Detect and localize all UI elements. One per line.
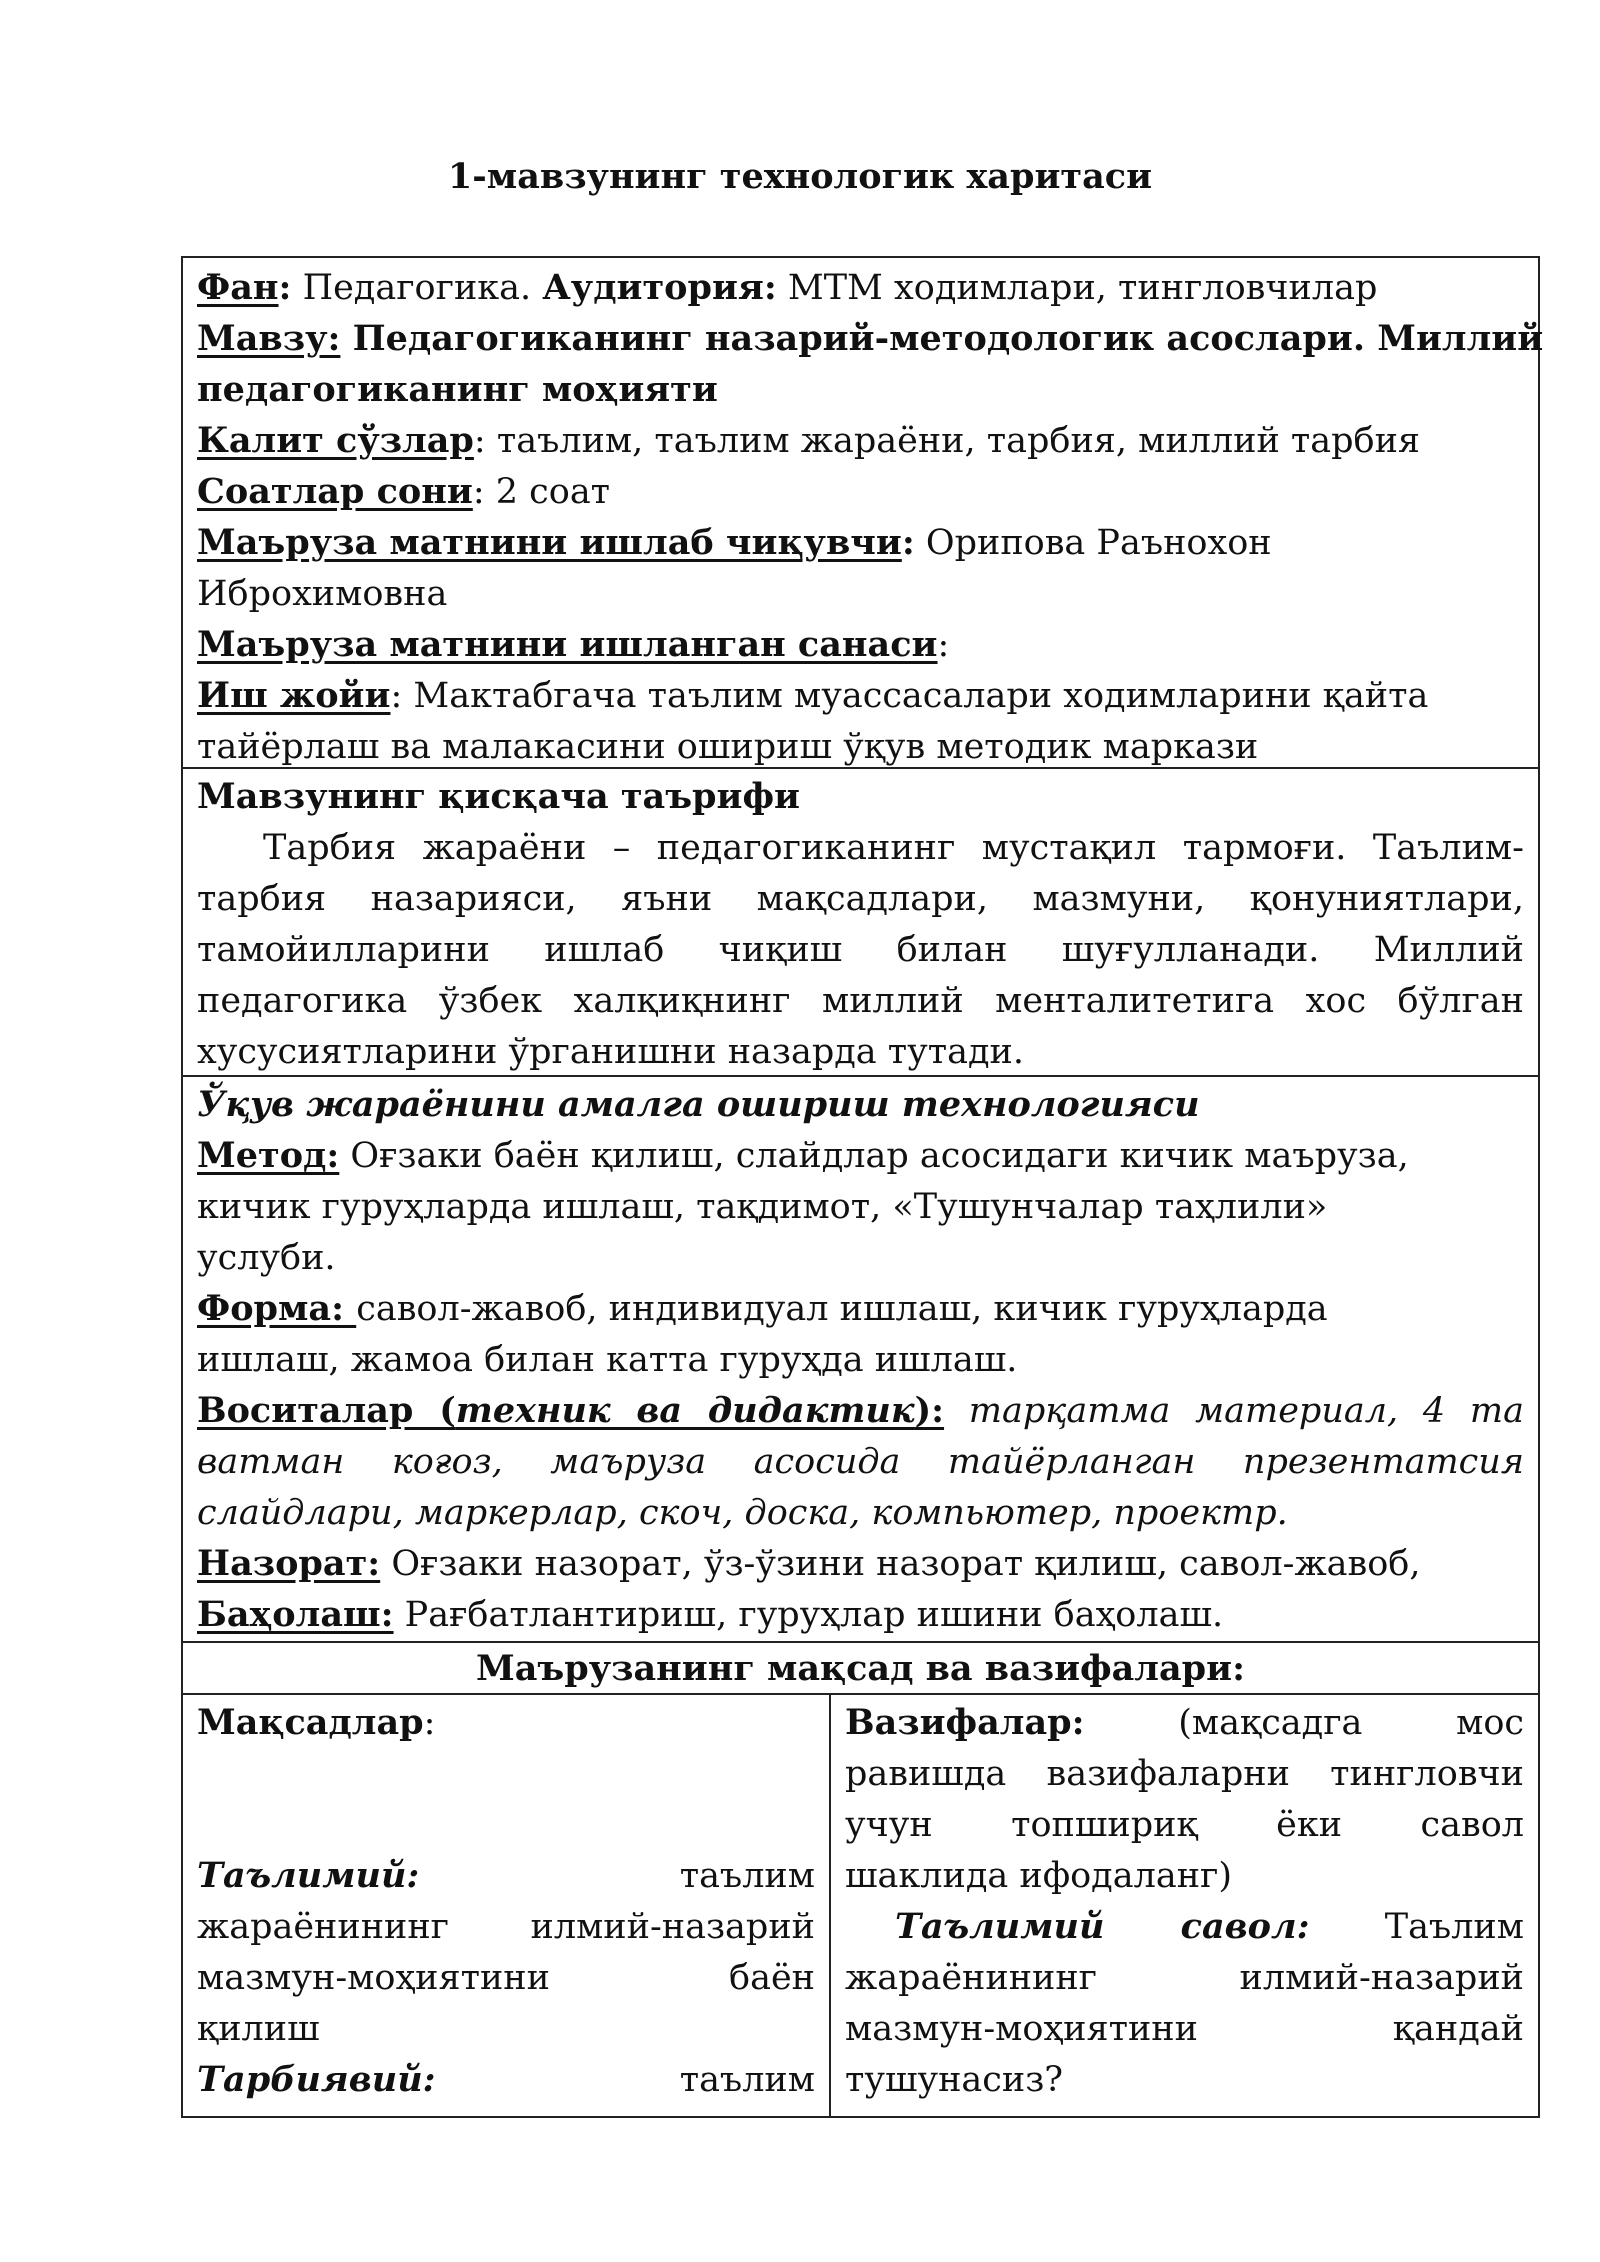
summary-line: тамойилларини ишлаб чиқиш билан шуғулланади. Миллий xyxy=(197,930,1524,970)
info-cell xyxy=(183,258,1544,769)
hours-line xyxy=(197,466,1524,518)
form-value: савол-жавоб, индивидуал ишлаш, кичик гуруҳларда xyxy=(356,1289,1328,1329)
topic-line xyxy=(197,313,1544,365)
grading-line xyxy=(197,1589,1524,1641)
summary-line: хусусиятларини ўрганишни назарда тутади. xyxy=(197,1032,1024,1072)
summary-cell xyxy=(183,769,1538,1077)
method-value: Оғзаки баён қилиш, слайдлар асосидаги кичик маъруза, xyxy=(339,1136,1409,1176)
topic-line-2: педагогиканинг моҳияти xyxy=(197,369,718,410)
tasks-line-3: учун топшириқ ёки савол xyxy=(845,1805,1524,1845)
keywords-line xyxy=(197,415,1524,467)
tasks-line-2: равишда вазифаларни тингловчи xyxy=(845,1754,1524,1794)
tasks-label: Вазифалар: xyxy=(845,1702,1085,1743)
control-line xyxy=(197,1538,1524,1590)
summary-heading: Мавзунинг қисқача таърифи xyxy=(197,776,800,817)
summary-line: Тарбия жараёни – педагогиканинг мустақил тармоғи. Таълим- xyxy=(263,828,1524,868)
audience-value: МТМ ходимлари, тингловчилар xyxy=(776,268,1378,308)
tools-value: тарқатма материал, 4 та xyxy=(944,1391,1524,1431)
hours-label: Соатлар сони xyxy=(197,471,473,512)
subject-label: Фан xyxy=(197,267,279,308)
form-label: Форма: xyxy=(197,1288,357,1329)
technology-heading: Ўқув жараёнини амалга ошириш технологияси xyxy=(197,1084,1200,1125)
method-line-3: услуби. xyxy=(197,1238,336,1278)
workplace-value: : Мактабгача таълим муассасалари ходимларини қайта xyxy=(390,676,1429,716)
goals-header: Маърузанинг мақсад ва вазифалари: xyxy=(475,1648,1246,1689)
topic-value: Педагогиканинг назарий-методологик асослари. Миллий xyxy=(352,318,1544,359)
tools-line xyxy=(197,1385,1524,1437)
form-line xyxy=(197,1283,1524,1335)
upbringing-goal-label: Тарбиявий: xyxy=(197,2059,436,2100)
tools-line-3: слайдлари, маркерлар, скоч, доска, компьютер, проектр. xyxy=(197,1493,1288,1533)
subject-line: Фан: Педагогика. Аудитория: МТМ ходимлари, тингловчилар xyxy=(197,267,1378,308)
tools-label: Воситалар (техник ва дидактик): xyxy=(197,1390,945,1431)
tasks-right-column xyxy=(831,1695,1538,2116)
hours-value: : 2 соат xyxy=(472,472,611,512)
workplace-line-2: тайёрлаш ва малакасини ошириш ўқув методик маркази xyxy=(197,727,1259,767)
tasks-line-4: шаклида ифодаланг) xyxy=(845,1856,1233,1896)
author-line-2: Иброхимовна xyxy=(197,574,448,614)
question-line: Таълимий савол: Таълим xyxy=(895,1906,1524,1947)
goals-label: Мақсадлар xyxy=(197,1702,424,1743)
form-line-2: ишлаш, жамоа билан катта гуруҳда ишлаш. xyxy=(197,1340,1018,1380)
grading-label: Баҳолаш: xyxy=(197,1594,394,1635)
goals-cell xyxy=(183,1695,1538,2116)
topic-label: Мавзу: xyxy=(197,318,341,359)
page-title: 1-мавзунинг технологик харитаси xyxy=(447,156,1153,197)
date-line: Маъруза матнини ишланган санаси: xyxy=(197,624,950,665)
keywords-value: : таълим, таълим жараёни, тарбия, миллий тарбия xyxy=(473,421,1421,461)
educational-goal-line: Таълимий: таълим xyxy=(197,1855,815,1896)
method-label: Метод: xyxy=(197,1135,340,1176)
author-line: Маъруза матнини ишлаб чиқувчи: Орипова Раънохон xyxy=(197,522,1272,563)
workplace-label: Иш жойи xyxy=(197,675,391,716)
goals-left-column xyxy=(183,1695,831,2116)
goals-label-line: Мақсадлар: xyxy=(197,1702,436,1743)
question-line-4: тушунасиз? xyxy=(845,2060,1064,2100)
technology-cell xyxy=(183,1077,1538,1643)
tools-line-2: ватман коғоз, маъруза асосида тайёрланган презентатсия xyxy=(197,1442,1524,1482)
grading-value: Рағбатлантириш, гуруҳлар ишини баҳолаш. xyxy=(393,1595,1224,1635)
keywords-label: Калит сўзлар xyxy=(197,420,474,461)
subject-value: Педагогика. xyxy=(291,268,543,308)
question-label: Таълимий савол: xyxy=(895,1906,1310,1947)
tasks-line: Вазифалар: (мақсадга мос xyxy=(845,1702,1524,1743)
control-value: Оғзаки назорат, ўз-ўзини назорат қилиш, савол-жавоб, xyxy=(380,1544,1421,1584)
question-line-3: мазмун-моҳиятини қандай xyxy=(845,2009,1524,2049)
technology-map-table xyxy=(181,256,1544,2118)
workplace-line xyxy=(197,670,1524,722)
educational-goal-line-2: жараёнининг илмий-назарий xyxy=(197,1907,815,1947)
educational-goal-line-4: қилиш xyxy=(197,2009,320,2049)
author-label: Маъруза матнини ишлаб чиқувчи xyxy=(197,522,902,563)
audience-label: Аудитория: xyxy=(542,267,777,308)
question-line-2: жараёнининг илмий-назарий xyxy=(845,1958,1524,1998)
date-label: Маъруза матнини ишланган санаси xyxy=(197,624,938,665)
method-line-2: кичик гуруҳларда ишлаш, тақдимот, «Тушунчалар таҳлили» xyxy=(197,1187,1328,1227)
method-line xyxy=(197,1130,1524,1182)
educational-goal-line-3: мазмун-моҳиятини баён xyxy=(197,1958,815,1998)
author-value: Орипова Раънохон xyxy=(914,523,1272,563)
upbringing-goal-line: Тарбиявий: таълим xyxy=(197,2059,815,2100)
summary-line: педагогика ўзбек халқиқнинг миллий менталитетига хос бўлган xyxy=(197,981,1524,1021)
educational-goal-label: Таълимий: xyxy=(197,1855,420,1896)
control-label: Назорат: xyxy=(197,1543,381,1584)
goals-header-cell xyxy=(183,1643,1538,1695)
summary-line: тарбия назарияси, яъни мақсадлари, мазмуни, қонуниятлари, xyxy=(197,879,1524,919)
